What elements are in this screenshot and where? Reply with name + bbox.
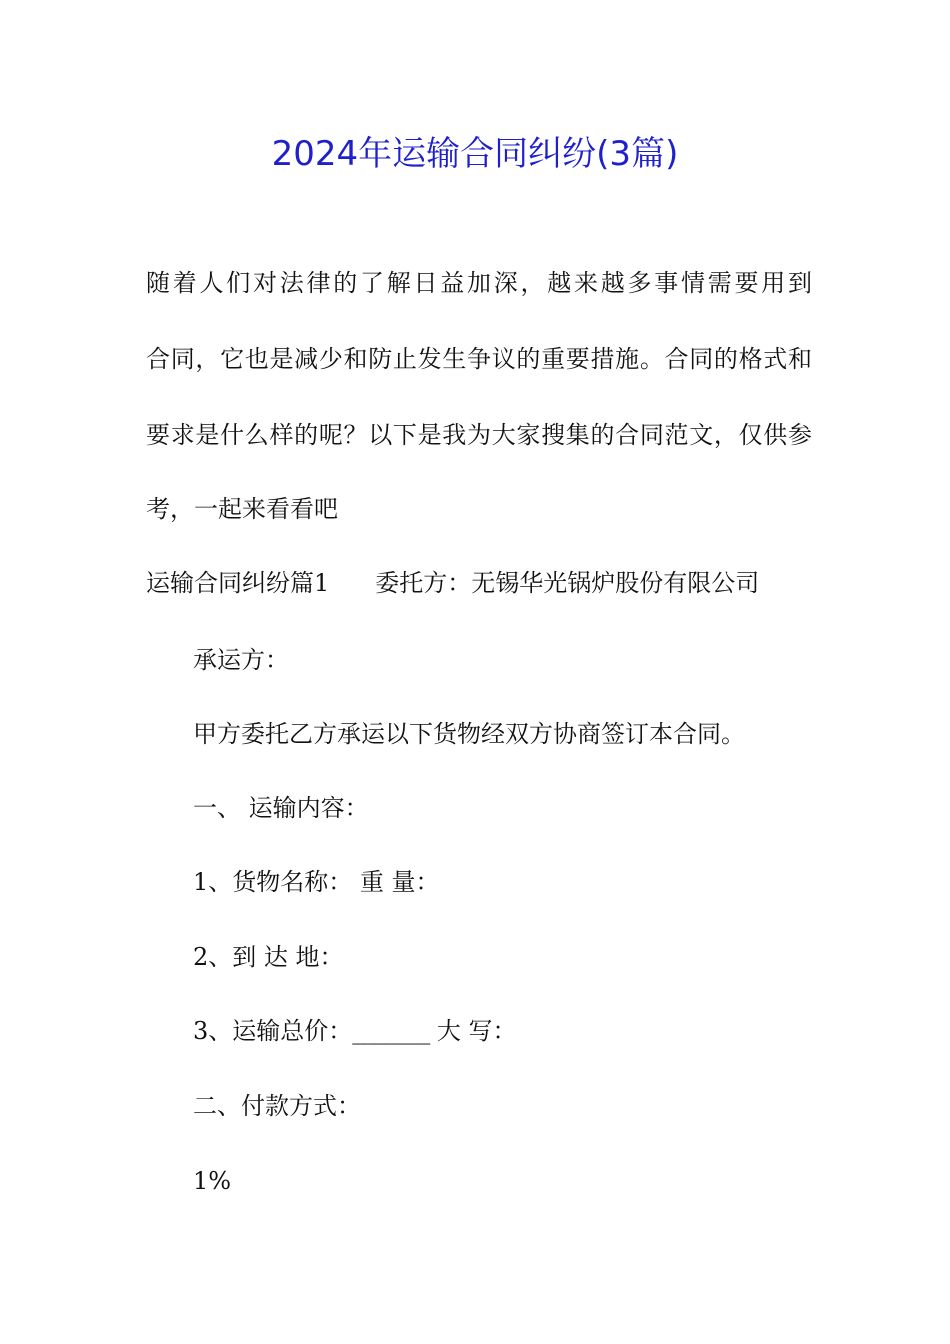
agreement-line: 甲方委托乙方承运以下货物经双方协商签订本合同。 xyxy=(193,720,745,748)
consignor-line: 委托方：无锡华光锅炉股份有限公司 xyxy=(375,569,760,597)
percent-line: 1% xyxy=(193,1167,232,1195)
item-1-line: 1、货物名称： 重 量： xyxy=(193,868,440,896)
section-heading: 运输合同纠纷篇1 xyxy=(146,569,330,597)
item-2-line: 2、到 达 地： xyxy=(193,943,344,971)
item-3-blank: _______ xyxy=(352,1017,430,1045)
clause-1-heading: 一、 运输内容： xyxy=(193,794,369,822)
item-3-line xyxy=(193,1016,859,1046)
document-title: 2024年运输合同纠纷(3篇) xyxy=(271,134,679,174)
clause-2-heading: 二、付款方式： xyxy=(193,1092,361,1120)
item-3-suffix: 大 写： xyxy=(429,1017,517,1045)
item-3-label: 3、运输总价： xyxy=(193,1017,353,1045)
intro-line-3: 要求是什么样的呢？以下是我为大家搜集的合同范文，仅供参 xyxy=(146,421,812,449)
intro-line-4: 考，一起来看看吧 xyxy=(146,495,338,523)
intro-line-1: 随着人们对法律的了解日益加深，越来越多事情需要用到 xyxy=(146,269,812,297)
carrier-line: 承运方： xyxy=(193,646,289,674)
section-heading-line xyxy=(146,568,812,598)
intro-line-2: 合同，它也是减少和防止发生争议的重要措施。合同的格式和 xyxy=(146,345,812,373)
